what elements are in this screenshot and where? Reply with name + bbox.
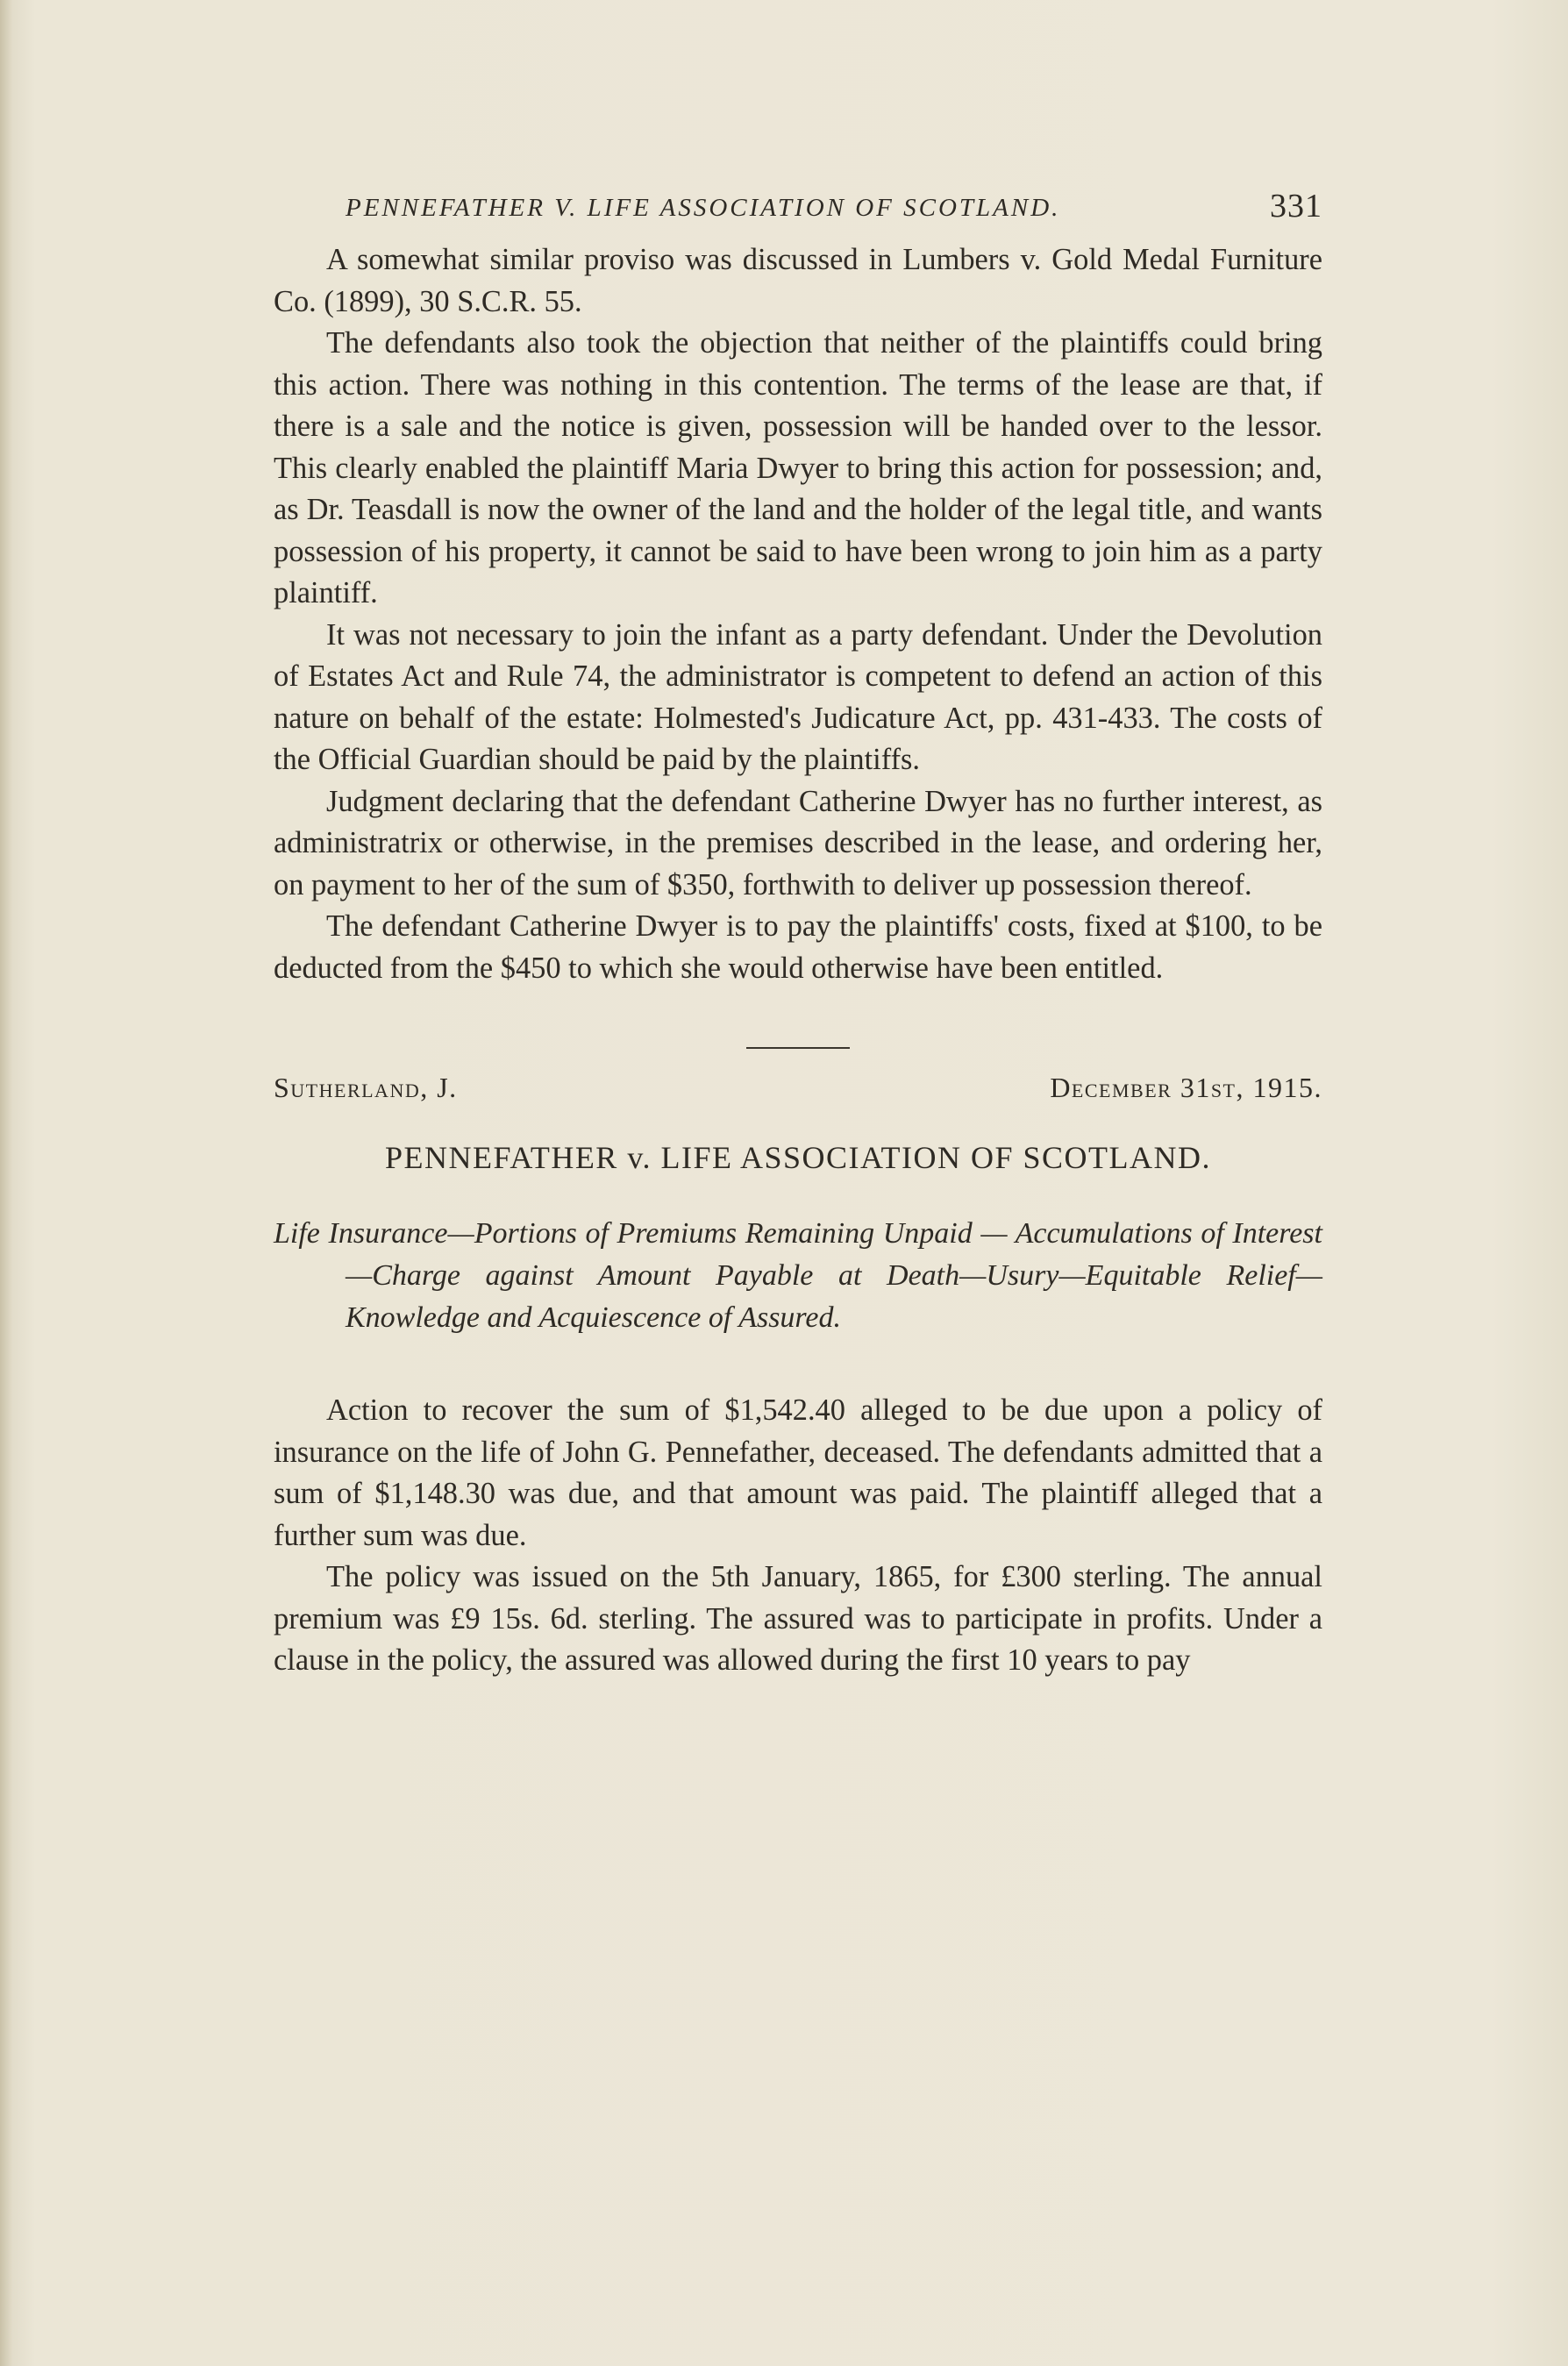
paragraph: Action to recover the sum of $1,542.40 alleged to be due upon a policy of insurance on the life of John G. Pennefather, deceased. The defendants admitted that a sum of $1,148.30 was due, and that amount was paid. The plaintiff alleged that a further sum was due. [274, 1393, 1322, 1552]
paragraph: The policy was issued on the 5th January, 1865, for £300 sterling. The annual premium was £9 15s. 6d. sterling. The assured was to participate in profits. Under a clause in the policy, the assured was allowed during the first 10 years to pay [274, 1560, 1322, 1677]
headnote: Life Insurance—Portions of Premiums Remaining Unpaid — Accumulations of Interest—Charge against Amount Payable at Death—Usury—Equitable Relief—Knowledge and Acquiescence of Assured. [274, 1217, 1322, 1334]
body-text-part2 [274, 1390, 1322, 1682]
running-head-title: PENNEFATHER V. LIFE ASSOCIATION OF SCOTLAND. [346, 194, 1061, 222]
case-title: PENNEFATHER v. LIFE ASSOCIATION OF SCOTLAND. [384, 1140, 1212, 1175]
paragraph: A somewhat similar proviso was discussed in Lumbers v. Gold Medal Furniture Co. (1899), 30 S.C.R. 55. [274, 243, 1322, 318]
section-divider [746, 1047, 850, 1049]
paragraph: The defendants also took the objection that neither of the plaintiffs could bring this action. There was nothing in this contention. The terms of the lease are that, if there is a sale and the notice is given, possession will be handed over to the lessor. This clearly enabled the plaintiff Maria Dwyer to bring this action for possession; and, as Dr. Teasdall is now the owner of the land and the holder of the legal title, and wants possession of his property, it cannot be said to have been wrong to join him as a party plaintiff. [274, 326, 1322, 609]
page-content [274, 180, 1322, 1682]
paragraph: The defendant Catherine Dwyer is to pay the plaintiffs' costs, fixed at $100, to be deducted from the $450 to which she would otherwise have been entitled. [274, 909, 1322, 985]
judge-date-line [274, 1072, 1322, 1104]
paragraph: It was not necessary to join the infant as a party defendant. Under the Devolution of Estates Act and Rule 74, the administrator is competent to defend an action of this nature on behalf of the estate: Holmested's Judicature Act, pp. 431-433. The costs of the Official Guardian should be paid by the plaintiffs. [274, 617, 1322, 776]
running-head [274, 180, 1322, 232]
page-number: 331 [1270, 188, 1322, 224]
page-spine-shadow [0, 0, 12, 2366]
body-text-part1 [274, 239, 1322, 989]
judgment-date: December 31st, 1915. [1050, 1072, 1322, 1103]
paragraph: Judgment declaring that the defendant Catherine Dwyer has no further interest, as administratrix or otherwise, in the premises described in the lease, and ordering her, on payment to her of the sum of $350, forthwith to deliver up possession thereof. [274, 784, 1322, 902]
judge-name: Sutherland, J. [274, 1072, 458, 1103]
